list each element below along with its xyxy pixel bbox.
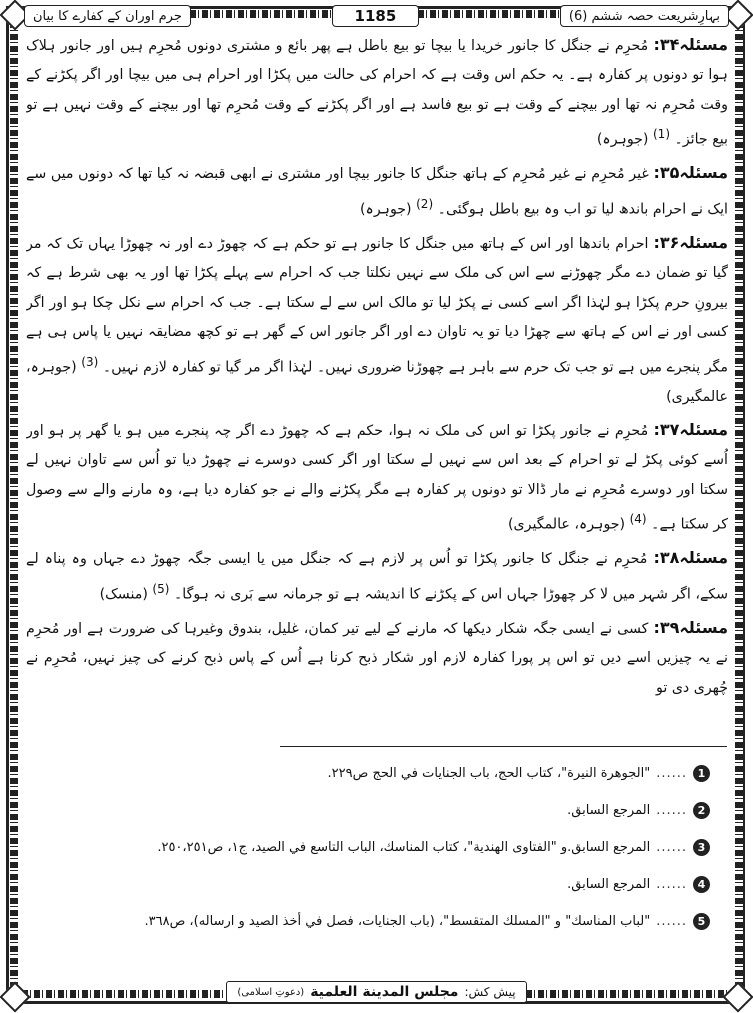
- footnote-item: [90, 906, 710, 936]
- footnote-text: "الجوهرة النيرة"، كتاب الحج، باب الجنايات في الحج ص٢٢٩.: [327, 765, 651, 781]
- main-text: [26, 30, 728, 730]
- masala-paragraph: [26, 613, 728, 703]
- footnote-dots: ......: [656, 802, 687, 818]
- footnote-dots: ......: [656, 913, 687, 929]
- footnote-number: 5: [693, 913, 710, 930]
- masala-label: مسئلہ۳۸:: [653, 548, 728, 568]
- footnote-ref: (3): [81, 354, 99, 369]
- border-chain-left: [10, 22, 18, 990]
- masala-paragraph: [26, 228, 728, 412]
- publisher-org: (دعوتِ اسلامی): [237, 986, 305, 998]
- footnote-item: [90, 758, 710, 788]
- masala-text: مُحرِم نے جانور پکڑا تو اس کی ملک نہ ہوا، حکم ہے کہ چھوڑ دے اگر چہ پنجرے میں ہو یا گھر پر ہو اور اُسے کوئی پکڑ لے تو احرام کے بعد اس سے نہیں لے سکتا اور اگر کسی دوسرے نے چھوڑ دیا تو اُس سے تاوان نہیں لے سکتا اور دوسرے مُحرِم نے مار ڈالا تو دونوں پر کفارہ ہے مگر پکڑنے والے نے جو کفارہ دیا ہے، وہ مارنے والے سے وصول کر سکتا ہے۔: [26, 423, 728, 534]
- page-header: [24, 4, 729, 28]
- footnote-number: 3: [693, 839, 710, 856]
- footnote-text: المرجع السابق.: [567, 876, 651, 892]
- footnote-text: "لباب المناسك" و "المسلك المتقسط"، (باب الجنايات، فصل في أخذ الصيد و ارساله)، ص٣٦٨.: [144, 913, 651, 929]
- footnote-number: 2: [693, 802, 710, 819]
- footnote-text: المرجع السابق.و "الفتاوى الهندية"، كتاب المناسك، الباب التاسع في الصيد، ج١، ص٢٥٠،٢٥١.: [157, 839, 651, 855]
- footnote-item: [90, 869, 710, 899]
- footnote-ref: (4): [629, 512, 647, 527]
- footnote-ref: (2): [416, 196, 434, 211]
- footnote-item: [90, 832, 710, 862]
- footnote-dots: ......: [656, 765, 687, 781]
- publisher-box: [226, 981, 526, 1003]
- masala-text: کسی نے ایسی جگہ شکار دیکھا کہ مارنے کے لیے تیر کمان، غلیل، بندوق وغیرہا کی ضرورت ہے اور مُحرِم نے یہ چیزیں اسے دیں تو اس پر پورا کفارہ لازم اور شکار ذبح کرنا ہے اُس کے پاس ذبح کرنے کی چیز نہیں، مُحرِم نے چُھری دی تو: [26, 620, 728, 696]
- publisher-name: مجلس المدينة العلمية: [310, 984, 459, 1000]
- masala-label: مسئلہ۳۴:: [653, 35, 728, 54]
- masala-text: مُحرِم نے جنگل کا جانور پکڑا تو اُس پر لازم ہے کہ جنگل میں یا ایسی جگہ چھوڑ دے جہاں وہ پناہ لے سکے، اگر شہر میں لا کر چھوڑا جہاں اس کے پکڑنے کا اندیشہ ہے تو جرمانہ سے بَری نہ ہوگا۔: [26, 551, 728, 603]
- book-title: بہارِشریعت حصہ ششم (6): [560, 5, 729, 27]
- masala-source: (جوہرہ، عالمگیری): [26, 359, 728, 405]
- masala-paragraph: [26, 543, 728, 610]
- masala-source: (جوہرہ): [359, 201, 412, 218]
- masala-text: احرام باندھا اور اس کے ہاتھ میں جنگل کا جانور ہے تو حکم ہے کہ چھوڑ دے اور نہ چھوڑا یہاں تک کہ مر گیا تو ضمان دے مگر چھوڑنے سے اس کی ملک سے نہیں نکلتا جب کہ احرام سے پہلے پکڑا تھا اور یہ بھی شرط ہے کہ بیرونِ حرم پکڑا ہو لہٰذا اگر اسے کسی نے پکڑ لیا تو مالک اس سے لے سکتا ہے۔ جب کہ احرام سے نکل چکا ہو اور اگر کسی اور نے اس کے ہاتھ سے چھڑا دیا تو یہ تاوان دے اور اگر جانور اس کے گھر ہے تو کچھ مضایقہ نہیں یا پاس ہی ہے مگر پنجرے میں ہے تو جب تک حرم سے باہر ہے چھوڑنا ضروری نہیں۔ لہٰذا اگر مر گیا تو کفارہ لازم نہیں۔: [26, 235, 728, 376]
- footnote-ref: (1): [652, 127, 670, 142]
- masala-text: غیر مُحرِم نے غیر مُحرِم کے ہاتھ جنگل کا جانور بیچا اور مشتری نے ابھی قبضہ نہ کیا تھا کہ دونوں میں سے ایک نے احرام باندھ لیا تو اب وہ بیع باطل ہوگئی۔: [26, 166, 728, 218]
- chapter-title: جرم اوران کے کفارے کا بیان: [24, 5, 191, 27]
- masala-source: (جوہرہ): [596, 131, 649, 148]
- footnote-text: المرجع السابق.: [567, 802, 651, 818]
- footnote-item: [90, 795, 710, 825]
- footer-label: پیش کش:: [464, 985, 516, 999]
- footnote-dots: ......: [656, 876, 687, 892]
- page-number: 1185: [332, 5, 420, 27]
- masala-source: (منسک): [99, 586, 148, 603]
- masala-paragraph: [26, 158, 728, 225]
- masala-label: مسئلہ۳۷:: [653, 420, 728, 440]
- masala-text: مُحرِم نے جنگل کا جانور خریدا یا بیچا تو بیع باطل ہے پھر بائع و مشتری دونوں مُحرِم ہیں اور جانور ہلاک ہوا تو دونوں پر کفارہ ہے۔ یہ حکم اس وقت ہے کہ احرام کی حالت میں پکڑا اور احرام ہی میں بیچا اور اگر پکڑنے کے وقت مُحرِم نہ تھا اور بیچنے کے وقت ہے تو بیع فاسد ہے اور اگر پکڑنے کے وقت مُحرِم تھا اور بیچنے کے وقت نہیں ہے تو بیع جائز۔: [26, 38, 728, 148]
- masala-label: مسئلہ۳۹:: [653, 617, 728, 637]
- footnote-number: 4: [693, 876, 710, 893]
- masala-label: مسئلہ۳۵:: [653, 163, 728, 183]
- footnote-dots: ......: [656, 839, 687, 855]
- footnote-ref: (5): [152, 581, 170, 596]
- masala-label: مسئلہ۳۶:: [653, 232, 728, 252]
- footnote-separator: [280, 746, 727, 747]
- footnotes: [90, 758, 710, 943]
- masala-paragraph: [26, 30, 728, 155]
- page-footer: [0, 980, 753, 1004]
- masala-source: (جوہرہ، عالمگیری): [508, 517, 626, 534]
- footnote-number: 1: [693, 765, 710, 782]
- border-chain-right: [735, 22, 743, 990]
- masala-paragraph: [26, 415, 728, 540]
